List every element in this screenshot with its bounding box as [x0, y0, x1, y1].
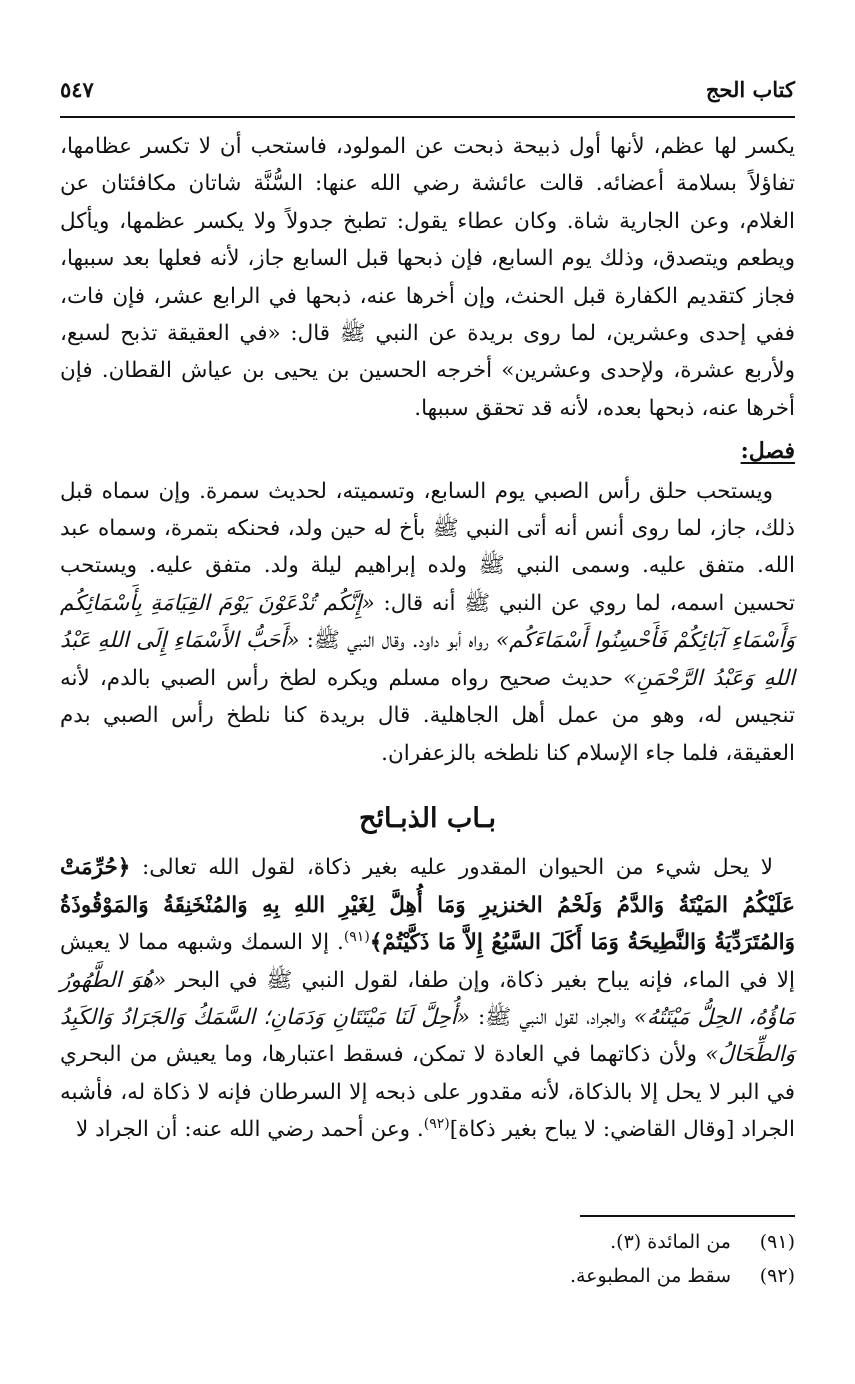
text-line: الجراد [وقال القاضي: لا يباح بغير ذكاة]	[449, 1117, 795, 1143]
chapter-title: بـاب الذبـائح	[359, 802, 496, 834]
text-line: ولأن ذكاتهما في العادة لا تمكن، فسقط اعتبارها، وما يعيش من البحري في	[60, 1042, 795, 1105]
hadith-quote: مَيْتَتُهُ»	[633, 1004, 690, 1030]
footnotes	[295, 1215, 795, 1293]
hadith-quote: وَأَسْمَاءِ آبَائِكُمْ فَأَحْسِنُوا أَسْمَاءَكُم»	[495, 628, 796, 654]
text-line: تفاؤلاً بسلامة أعضائه. قالت عائشة رضي الله عنها: السُّنَّة شاتان مكافئتان عن الغلام،	[60, 171, 795, 234]
footnote-rule	[580, 1215, 795, 1217]
paragraph-aqiqa	[60, 128, 795, 427]
text-line: إحدى وعشرين، لما روى بريدة عن النبي ﷺ قال:	[290, 321, 747, 347]
text-line: يكسر لها عظم، لأنها أول ذبيحة ذبحت عن المولود، فاستحب أن لا تكسر عظامها،	[60, 134, 795, 159]
text-line: لا يحل شيء من الحيوان المقدور عليه بغير ذكاة، لقول الله تعالى:	[142, 855, 773, 881]
text-line: ذلك، جاز، لما روى أنس أنه أتى النبي ﷺ بأخ له حين ولد، فحنكه بتمرة، وسماه	[97, 516, 795, 542]
hadith-quote: «هُوَ الطَّهُورُ مَاؤُهُ، الحِلُّ	[60, 967, 795, 1030]
footnote-text: من المائدة (٣).	[610, 1231, 731, 1253]
section-heading: فصل:	[740, 438, 795, 465]
quran-verse: ﴿حُرِّمَتْ	[60, 855, 131, 881]
text-line: البر لا يحل إلا بالذكاة، لأنه مقدور على ذبحه إلا السرطان فإنه لا ذكاة له، فأشبه	[60, 1079, 760, 1105]
page-number: ٥٤٧	[60, 77, 94, 102]
text-line: أخرجه الحسين بن يحيى بن عياش القطان. فإن أخرها عنه،	[60, 358, 795, 421]
text-line: حديث صحيح رواه مسلم ويكره لطخ رأس الصبي بالدم، لأنه	[60, 665, 613, 691]
paragraph-slaughter	[60, 849, 795, 1148]
quran-verse: عَلَيْكُمُ المَيْتَةُ وَالدَّمُ وَلَحْمُ الخنزيرِ وَمَا أُهِلَّ لِغَيْرِ اللهِ بِهِ وَالمُنْخَنِقَةُ وَالمَوْقُوذَةُ وَالمُتَرَدِّيَةُ	[60, 892, 795, 956]
page-header	[60, 62, 795, 102]
main-text	[60, 128, 795, 1149]
text-line: فلما جاء الإسلام كنا نلطخه بالزعفران.	[381, 740, 719, 766]
paragraph-naming	[60, 473, 795, 772]
header-rule	[60, 116, 795, 118]
hadith-quote: عشرة، ولإحدى وعشرين»	[501, 358, 736, 384]
hadith-quote: «إِنَّكُم تُدْعَوْنَ يَوْمَ القِيَامَةِ بِأَسْمَائِكُم	[60, 590, 375, 616]
hadith-quote: وَالطِّحَالُ»	[705, 1042, 795, 1068]
hadith-quote: «في العقيقة تذبح لسبع، ولأربع	[60, 321, 795, 384]
hadith-quote: «أَحَبُّ الأَسْمَاءِ إِلَى اللهِ	[97, 628, 300, 654]
text-line: عبد الله. متفق عليه. وسمى النبي ﷺ ولده إبراهيم ليلة ولد. متفق عليه. ويستحب	[60, 516, 795, 579]
text-line: رواه أبو داود. وقال النبي ﷺ:	[306, 628, 489, 654]
text-line: والجراد، لقول النبي ﷺ:	[478, 1004, 626, 1030]
footnote-number: (٩٢)	[759, 1265, 795, 1287]
hadith-quote: «أُحِلَّ لَنَا مَيْتَتَانِ وَدَمَانِ؛ السَّمَكُ وَالجَرَادُ وَالكَبِدُ	[60, 1004, 470, 1030]
footnote-ref[interactable]: (٩١)	[343, 928, 370, 945]
footnote-item	[295, 1259, 795, 1293]
text-line: تحسين اسمه، لما روي عن النبي ﷺ أنه قال:	[383, 590, 795, 616]
footnote-item	[295, 1225, 795, 1259]
text-line: تنجيس له، وهو من عمل أهل الجاهلية. قال بريدة كنا نلطخ رأس الصبي بدم العقيقة،	[60, 703, 795, 766]
text-line: . إلا السمك وشبهه مما لا يعيش إلا في	[60, 930, 795, 993]
text-line: وعن الجارية شاة. وكان عطاء يقول: تطبخ جدولاً ولا يكسر عظمها، ويأكل ويطعم	[60, 208, 795, 272]
text-line: . وعن أحمد رضي الله عنه: أن الجراد لا	[76, 1117, 424, 1143]
text-line: ويتصدق، وذلك يوم السابع، فإن ذبحها قبل السابع جاز، لأنه فعلها بعد سببها، فجاز	[60, 246, 795, 309]
footnote-text: سقط من المطبوعة.	[569, 1265, 731, 1287]
footnote-ref[interactable]: (٩٢)	[423, 1116, 450, 1132]
text-line: ذبحها بعده، لأنه قد تحقق سببها.	[414, 395, 695, 421]
hadith-quote: عَبْدُ اللهِ وَعَبْدُ الرَّحْمَنِ»	[60, 628, 795, 691]
running-title: كتاب الحج	[705, 77, 795, 102]
text-line: الماء، فإنه يباح بغير ذكاة، وإن طفا، لقول النبي ﷺ في البحر	[175, 967, 731, 993]
text-line: كتقديم الكفارة قبل الحنث، وإن أخرها عنه، ذبحها في الرابع عشر، فإن فات، ففي	[60, 283, 795, 347]
quran-verse: وَالنَّطِيحَةُ وَمَا أَكَلَ السَّبُعُ إِلاَّ مَا ذَكَّيْتُمْ﴾	[369, 930, 707, 956]
footnote-number: (٩١)	[759, 1231, 795, 1253]
text-line: ويستحب حلق رأس الصبي يوم السابع، وتسميته، لحديث سمرة. وإن سماه قبل	[60, 478, 773, 504]
